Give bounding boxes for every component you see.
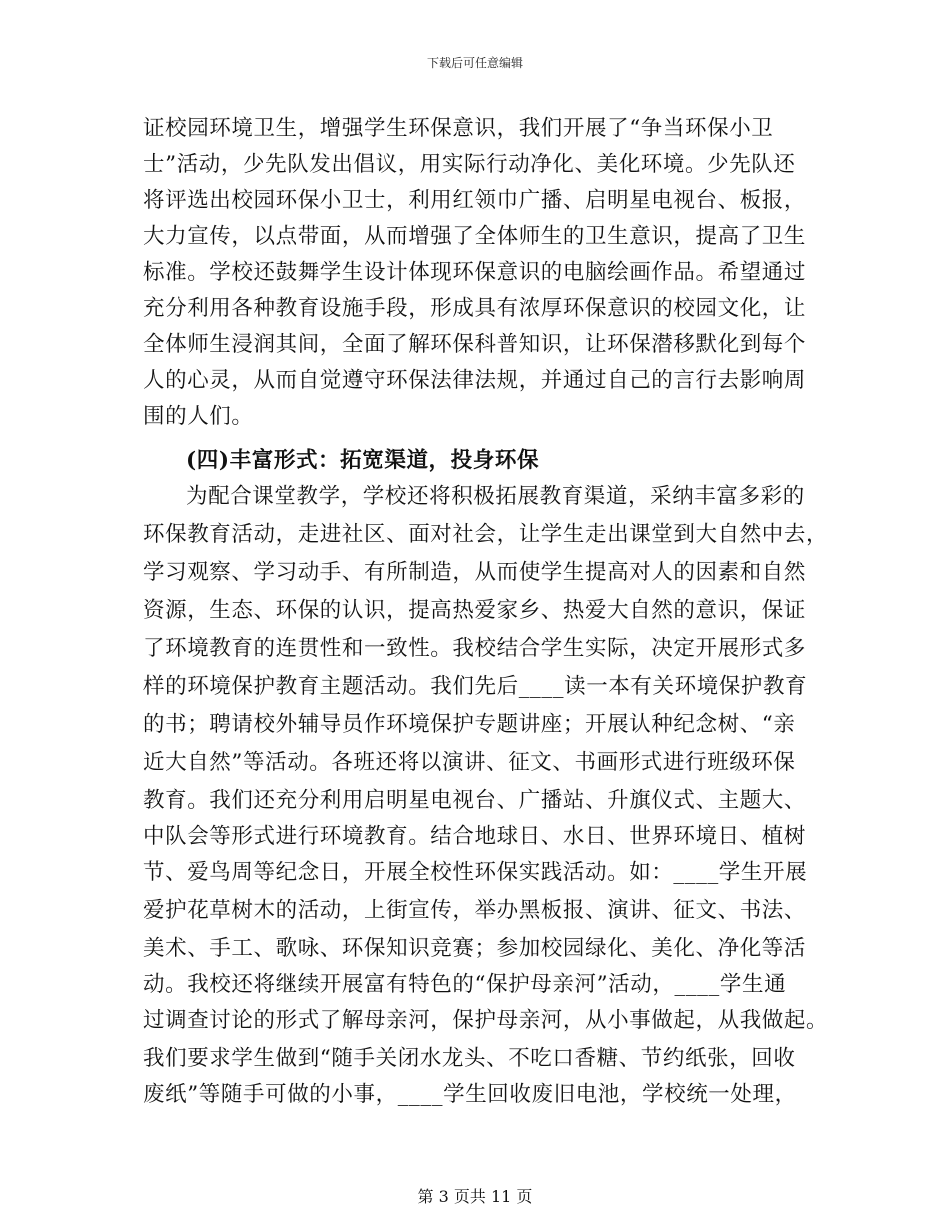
body-line: 节、爱鸟周等纪念日，开展全校性环保实践活动。如：____学生开展: [143, 860, 808, 885]
body-line: 废纸”等随手可做的小事，____学生回收废旧电池，学校统一处理，: [143, 1082, 797, 1107]
body-line: 中队会等形式进行环境教育。结合地球日、水日、世界环境日、植树: [143, 824, 807, 849]
page-footer: 第 3 页共 11 页: [417, 1187, 533, 1206]
section-heading: (四)丰富形式：拓宽渠道，投身环保: [186, 448, 540, 473]
body-line: 标准。学校还鼓舞学生设计体现环保意识的电脑绘画作品。希望通过: [143, 260, 807, 285]
body-line: 了环境教育的连贯性和一致性。我校结合学生实际，决定开展形式多: [143, 636, 807, 661]
page-header: 下载后可任意编辑: [426, 56, 523, 70]
body-line: 近大自然”等活动。各班还将以演讲、征文、书画形式进行班级环保: [143, 750, 796, 775]
body-line: 过调查讨论的形式了解母亲河，保护母亲河，从小事做起，从我做起。: [143, 1008, 829, 1033]
body-line: 将评选出校园环保小卫士，利用红领巾广播、启明星电视台、板报，: [143, 188, 807, 213]
body-line: 充分利用各种教育设施手段，形成具有浓厚环保意识的校园文化，让: [143, 296, 807, 321]
body-line: 全体师生浸润其间，全面了解环保科普知识，让环保潜移默化到每个: [143, 332, 807, 357]
body-line: 的书；聘请校外辅导员作环境保护专题讲座；开展认种纪念树、“亲: [143, 712, 796, 737]
body-line: 环保教育活动，走进社区、面对社会，让学生走出课堂到大自然中去，: [143, 522, 829, 547]
body-line: 围的人们。: [143, 404, 254, 429]
body-line: 爱护花草树木的活动，上街宣传，举办黑板报、演讲、征文、书法、: [143, 898, 807, 923]
body-line: 样的环境保护教育主题活动。我们先后____读一本有关环境保护教育: [143, 674, 808, 699]
body-line: 士”活动，少先队发出倡议，用实际行动净化、美化环境。少先队还: [143, 152, 796, 177]
body-line: 教育。我们还充分利用启明星电视台、广播站、升旗仪式、主题大、: [143, 788, 807, 813]
body-line: 学习观察、学习动手、有所制造，从而使学生提高对人的因素和自然: [143, 560, 807, 585]
body-line: 美术、手工、歌咏、环保知识竞赛；参加校园绿化、美化、净化等活: [143, 936, 807, 961]
body-line: 人的心灵，从而自觉遵守环保法律法规，并通过自己的言行去影响周: [143, 368, 807, 393]
body-line: 证校园环境卫生，增强学生环保意识，我们开展了“争当环保小卫: [143, 116, 774, 141]
body-line: 资源，生态、环保的认识，提高热爱家乡、热爱大自然的意识，保证: [143, 598, 807, 623]
body-line: 为配合课堂教学，学校还将积极拓展教育渠道，采纳丰富多彩的: [186, 484, 805, 509]
body-line: 动。我校还将继续开展富有特色的“保护母亲河”活动，____学生通: [143, 972, 787, 997]
body-line: 大力宣传，以点带面，从而增强了全体师生的卫生意识，提高了卫生: [143, 224, 807, 249]
body-line: 我们要求学生做到“随手关闭水龙头、不吃口香糖、节约纸张，回收: [143, 1046, 796, 1071]
